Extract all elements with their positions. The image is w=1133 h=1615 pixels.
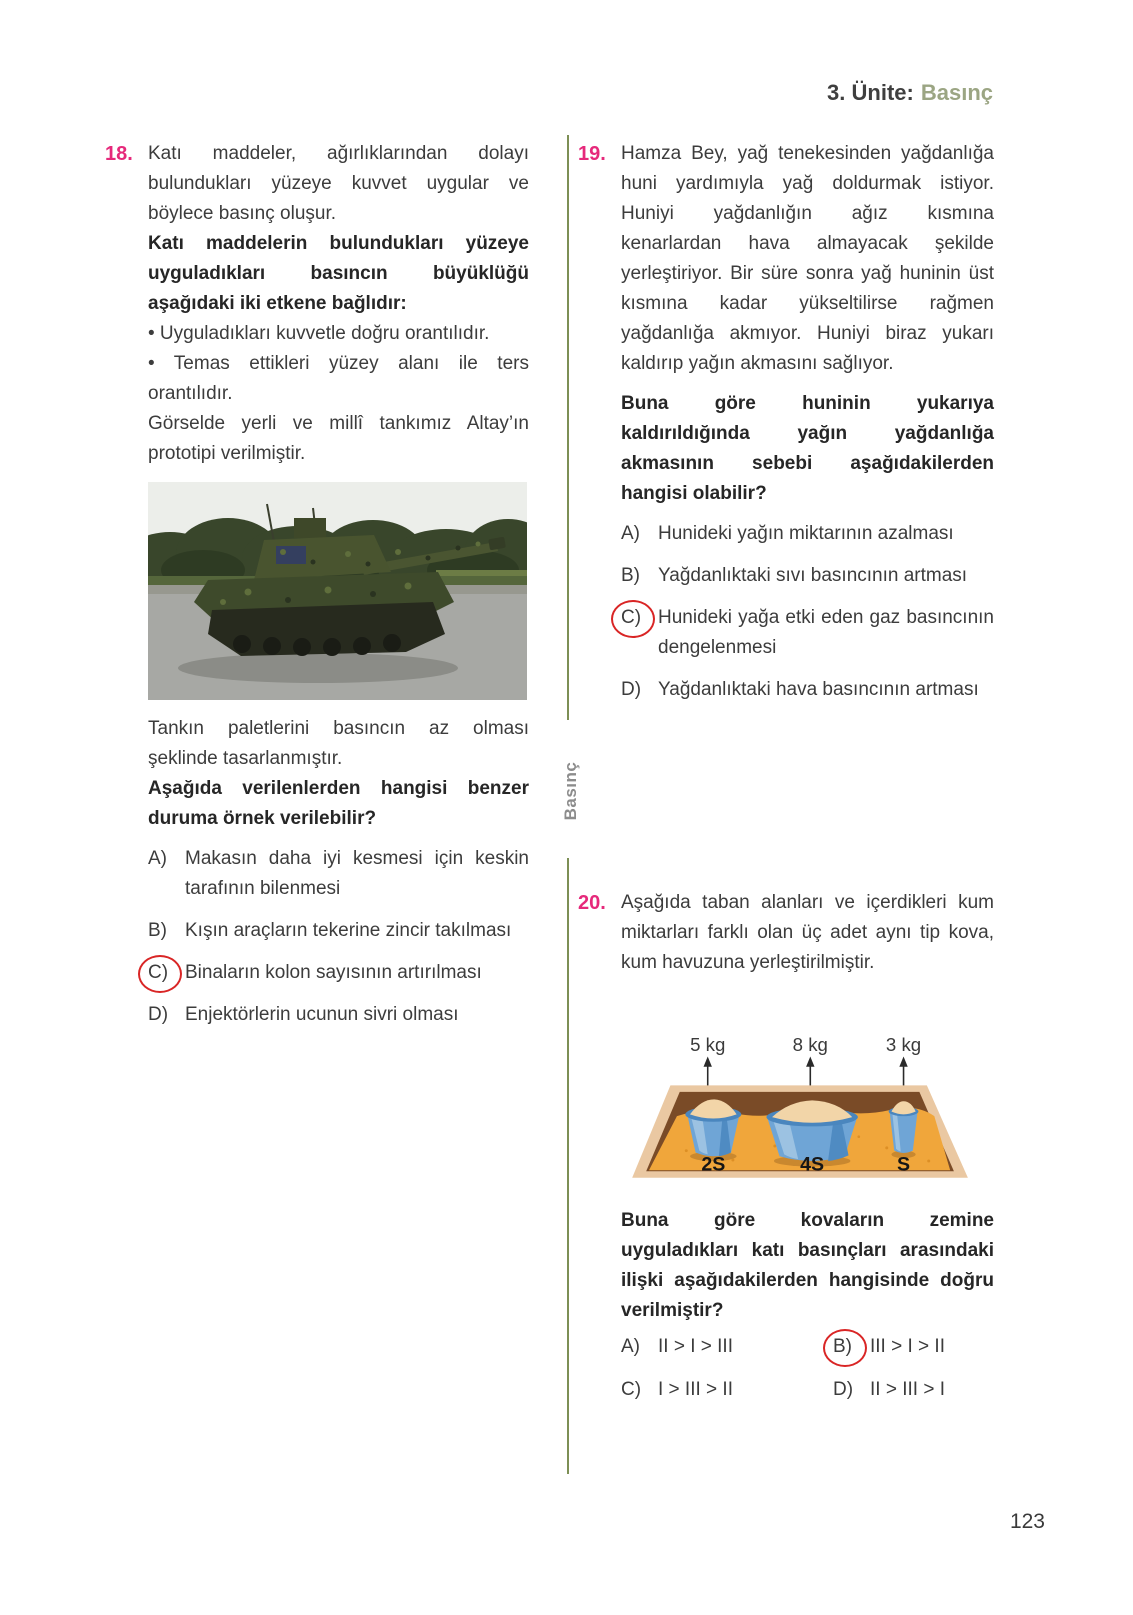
option-text: Kışın araçların tekerine zincir takılması [185, 920, 512, 941]
sight-glass [276, 546, 306, 564]
option-text: Makasın daha iyi kesmesi için keskin tarafının bilenmesi [185, 848, 529, 899]
option-row [621, 1375, 833, 1405]
sand-pit-figure [621, 990, 994, 1192]
option-row [621, 675, 994, 705]
option-row [148, 916, 529, 946]
question-19-options [621, 519, 994, 705]
option-letter-circled-answer: C) [621, 603, 658, 663]
tank-photo [148, 482, 527, 700]
question-18-options [148, 844, 529, 1030]
question-18 [105, 139, 529, 1042]
option-text: II > I > III [658, 1336, 733, 1357]
question-19 [578, 139, 994, 717]
question-18-bullet-1: • Uyguladıkları kuvvetle doğru orantılıdır. [148, 323, 490, 344]
option-letter: A) [621, 1336, 640, 1357]
question-20-paragraph: Aşağıda taban alanları ve içerdikleri kum miktarları farklı olan üç adet aynı tip kova, kum havuzuna yerleştirilmiştir. [621, 892, 994, 973]
question-20-number: 20. [578, 892, 606, 914]
weight-label-3: 3 kg [885, 1033, 922, 1055]
option-letter: A) [621, 523, 640, 544]
option-letter: A) [148, 848, 167, 869]
question-18-paragraph-3: Tankın paletlerini basıncın az olması şeklinde tasarlanmıştır. [148, 718, 529, 769]
option-letter-circled-answer: C) [148, 958, 185, 988]
question-19-number: 19. [578, 143, 606, 165]
option-text: Yağdanlıktaki hava basıncının artması [658, 679, 979, 700]
option-row [833, 1375, 994, 1405]
question-19-bold-question: Buna göre huninin yukarıya kaldırıldığında yağın yağdanlığa akmasının sebebi aşağıdakilerden hangisi olabilir? [621, 393, 994, 504]
weapon-station [294, 518, 326, 538]
weight-label-1: 5 kg [690, 1033, 726, 1055]
question-18-paragraph-2: Görselde yerli ve millî tankımız Altay’ın prototipi verilmiştir. [148, 413, 529, 464]
option-row [621, 603, 994, 663]
question-20-options [621, 1332, 994, 1405]
question-18-bold-question: Aşağıda verilenlerden hangisi benzer duruma örnek verilebilir? [148, 778, 529, 829]
base-label-1: 2S [701, 1153, 726, 1176]
option-row [148, 958, 529, 988]
option-text: I > III > II [658, 1379, 733, 1400]
column-divider-bottom [567, 858, 569, 1474]
question-20 [578, 888, 994, 1405]
option-text: Hunideki yağa etki eden gaz basıncının dengelenmesi [658, 607, 994, 658]
option-text: Enjektörlerin ucunun sivri olması [185, 1004, 459, 1025]
option-letter: D) [148, 1004, 169, 1025]
column-divider-top [567, 135, 569, 720]
option-letter: D) [621, 679, 642, 700]
page-number: 123 [1009, 1510, 1045, 1533]
option-row [148, 1000, 529, 1030]
option-text: Hunideki yağın miktarının azalması [658, 523, 954, 544]
question-18-bullet-2: • Temas ettikleri yüzey alanı ile ters orantılıdır. [148, 353, 529, 404]
option-text: Binaların kolon sayısının artırılması [185, 962, 482, 983]
option-row [621, 519, 994, 549]
option-letter: D) [833, 1379, 854, 1400]
option-text: II > III > I [870, 1379, 945, 1400]
question-20-bold-question: Buna göre kovaların zemine uyguladıkları katı basınçları arasındaki ilişki aşağıdakilerden hangisinde doğru verilmiştir? [621, 1210, 994, 1321]
base-label-2: 4S [800, 1153, 825, 1176]
section-side-label: Basınç [561, 761, 580, 821]
option-letter: B) [621, 565, 640, 586]
option-text: Yağdanlıktaki sıvı basıncının artması [658, 565, 968, 586]
option-letter-circled-answer: B) [833, 1332, 870, 1362]
option-row [621, 1332, 833, 1362]
option-text: III > I > II [870, 1336, 945, 1357]
question-18-paragraph: Katı maddeler, ağırlıklarından dolayı bulundukları yüzeye kuvvet uygular ve böylece basınç oluşur. [148, 143, 529, 224]
weight-label-2: 8 kg [792, 1033, 828, 1055]
unit-number-label: 3. Ünite: [827, 80, 914, 105]
option-letter: C) [621, 1379, 642, 1400]
question-19-paragraph: Hamza Bey, yağ tenekesinden yağdanlığa huni yardımıyla yağ doldurmak istiyor. Huniyi yağdanlığın ağız kısmına kenarlardan hava almayacak şekilde yerleştiriyor. Bir süre sonra yağ huninin üst kısmına kadar yükseltilirse rağmen yağdanlığa akmıyor. Huniyi biraz yukarı kaldırıp yağın akmasını sağlıyor. [621, 143, 994, 374]
question-18-number: 18. [105, 143, 133, 165]
option-letter: B) [148, 920, 167, 941]
arrowheads [704, 1056, 908, 1066]
option-row [621, 561, 994, 591]
unit-header [827, 80, 993, 106]
option-row [148, 844, 529, 904]
tank-shadow [178, 653, 458, 683]
unit-topic-label: Basınç [920, 80, 993, 105]
base-label-3: S [897, 1153, 911, 1176]
option-row [833, 1332, 994, 1362]
question-18-bold-intro: Katı maddelerin bulundukları yüzeye uyguladıkları basıncın büyüklüğü aşağıdaki iki etkene bağlıdır: [148, 233, 529, 314]
